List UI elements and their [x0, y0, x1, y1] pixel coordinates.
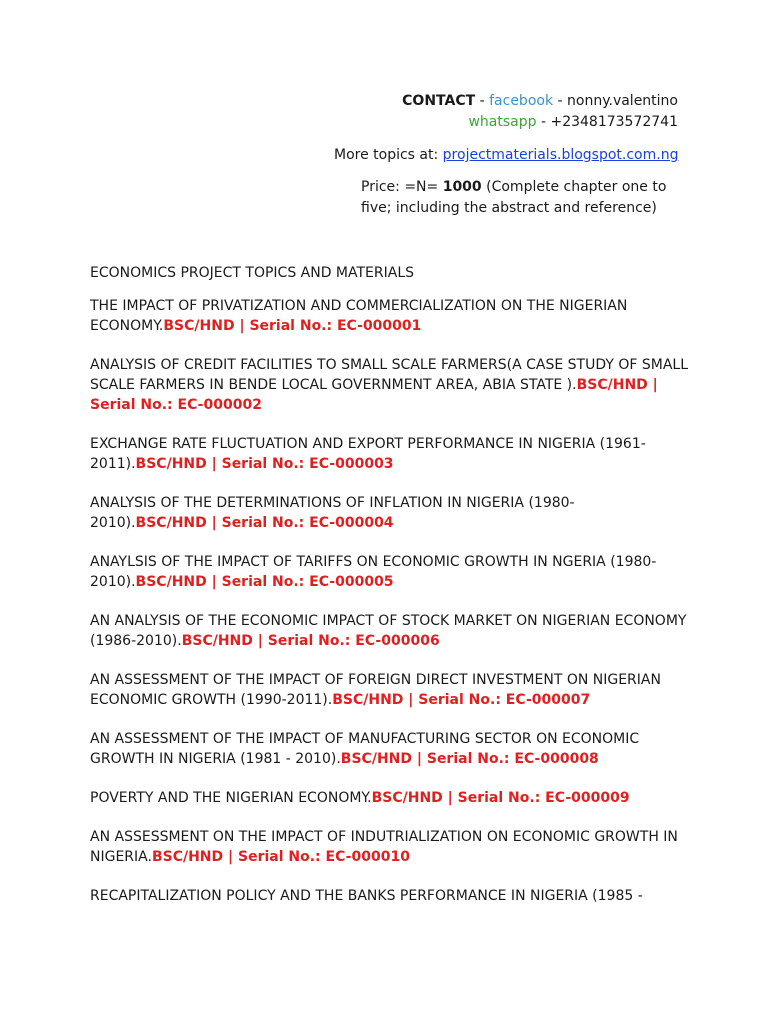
- serial-label: BSC/HND | Serial No.: EC-000002: [90, 377, 658, 413]
- contact-separator: -: [553, 93, 568, 109]
- list-item: [90, 827, 690, 867]
- facebook-handle: nonny.valentino: [567, 93, 678, 109]
- topic-title: ANAYLSIS OF THE IMPACT OF TARIFFS ON ECONOMIC GROWTH IN NGERIA (1980-2010).: [90, 554, 657, 590]
- facebook-label[interactable]: facebook: [489, 93, 554, 109]
- topic-title: AN ASSESSMENT OF THE IMPACT OF MANUFACTURING SECTOR ON ECONOMIC GROWTH IN NIGERIA (1981 - 2010).: [90, 731, 640, 767]
- topic-title: AN ASSESSMENT ON THE IMPACT OF INDUTRIALIZATION ON ECONOMIC GROWTH IN NIGERIA.: [90, 829, 678, 865]
- list-item: [90, 670, 690, 710]
- serial-label: BSC/HND | Serial No.: EC-000001: [163, 318, 422, 334]
- serial-label: BSC/HND | Serial No.: EC-000008: [340, 751, 599, 767]
- topic-title: THE IMPACT OF PRIVATIZATION AND COMMERCIALIZATION ON THE NIGERIAN ECONOMY.: [90, 298, 628, 334]
- topic-title: EXCHANGE RATE FLUCTUATION AND EXPORT PERFORMANCE IN NIGERIA (1961-2011).: [90, 436, 646, 472]
- topic-list: [90, 263, 690, 925]
- more-topics-line: [334, 145, 678, 166]
- price-prefix: Price: =N=: [361, 179, 443, 195]
- list-item: [90, 493, 690, 533]
- serial-label: BSC/HND | Serial No.: EC-000009: [371, 790, 630, 806]
- list-item: [90, 434, 690, 474]
- topic-title: AN ASSESSMENT OF THE IMPACT OF FOREIGN DIRECT INVESTMENT ON NIGERIAN ECONOMIC GROWTH (1990-2011).: [90, 672, 661, 708]
- contact-line-facebook: [402, 91, 678, 112]
- contact-label: CONTACT: [402, 93, 476, 109]
- serial-label: BSC/HND | Serial No.: EC-000007: [332, 692, 591, 708]
- contact-block: [402, 91, 678, 133]
- list-item: [90, 552, 690, 592]
- serial-label: BSC/HND | Serial No.: EC-000004: [135, 515, 394, 531]
- serial-label: BSC/HND | Serial No.: EC-000005: [135, 574, 394, 590]
- whatsapp-label[interactable]: whatsapp: [468, 114, 537, 130]
- whatsapp-number: +2348173572741: [550, 114, 678, 130]
- topic-title: POVERTY AND THE NIGERIAN ECONOMY.: [90, 790, 372, 806]
- topic-title: ANALYSIS OF THE DETERMINATIONS OF INFLATION IN NIGERIA (1980-2010).: [90, 495, 575, 531]
- topic-title: AN ANALYSIS OF THE ECONOMIC IMPACT OF STOCK MARKET ON NIGERIAN ECONOMY (1986-2010).: [90, 613, 687, 649]
- more-topics-link[interactable]: projectmaterials.blogspot.com.ng: [442, 147, 679, 163]
- list-item: [90, 296, 690, 336]
- list-item: [90, 729, 690, 769]
- list-item: [90, 788, 690, 808]
- contact-line-whatsapp: [402, 112, 678, 133]
- list-item: [90, 886, 690, 906]
- more-topics-label: More topics at:: [334, 147, 443, 163]
- serial-label: BSC/HND | Serial No.: EC-000010: [151, 849, 410, 865]
- price-note: [361, 177, 691, 219]
- topic-title: RECAPITALIZATION POLICY AND THE BANKS PERFORMANCE IN NIGERIA (1985 -: [90, 888, 643, 904]
- list-item: [90, 611, 690, 651]
- list-item: [90, 355, 690, 415]
- serial-label: BSC/HND | Serial No.: EC-000003: [135, 456, 394, 472]
- price-suffix: (Complete chapter one to five; including the abstract and reference): [361, 179, 667, 216]
- serial-label: BSC/HND | Serial No.: EC-000006: [181, 633, 440, 649]
- contact-separator: -: [536, 114, 551, 130]
- price-amount: 1000: [442, 179, 482, 195]
- contact-separator: -: [475, 93, 490, 109]
- page-title: ECONOMICS PROJECT TOPICS AND MATERIALS: [90, 265, 415, 281]
- topic-title: ANALYSIS OF CREDIT FACILITIES TO SMALL SCALE FARMERS(A CASE STUDY OF SMALL SCALE FARMERS IN BENDE LOCAL GOVERNMENT AREA, ABIA STATE ).: [90, 357, 689, 393]
